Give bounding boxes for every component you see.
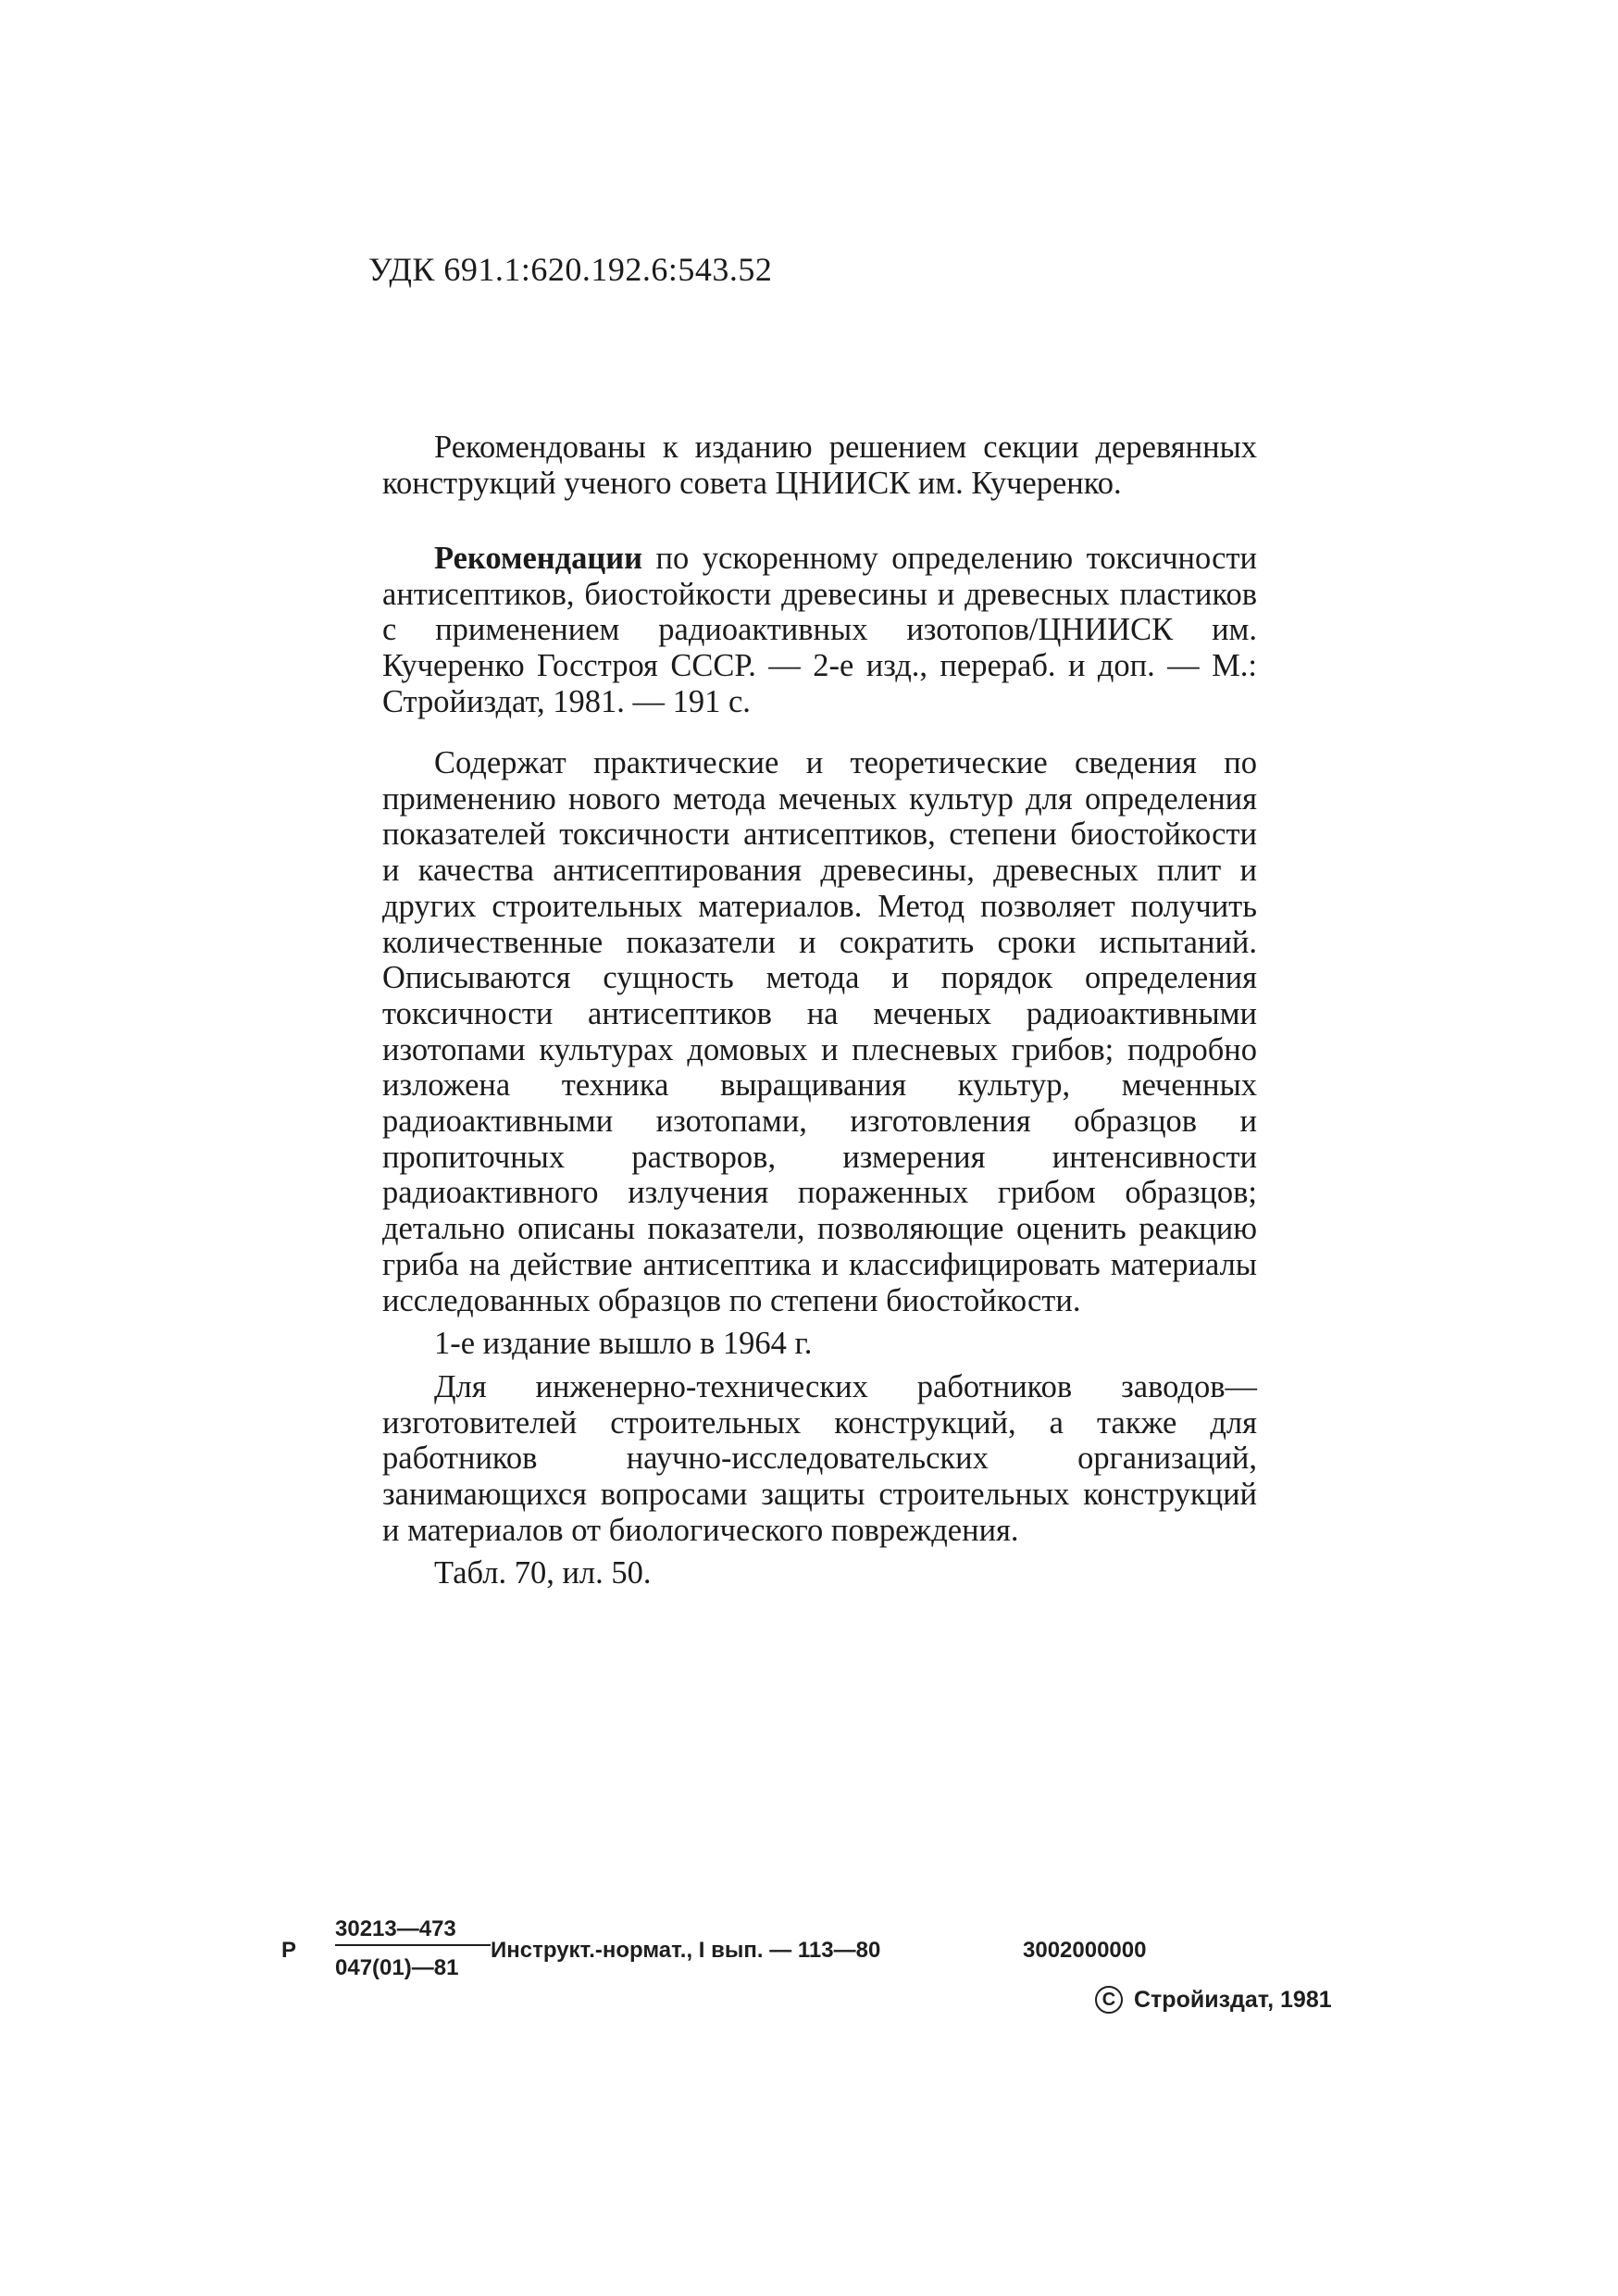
first-edition-note: 1-е издание вышло в 1964 г. (434, 1326, 813, 1362)
imprint-numerator: 30213—473 (335, 1916, 491, 1946)
audience-note: Для инженерно-технических работников заводов—изготовителей строительных конструкций, а также для работников научно-исследовательских организаций, занимающихся вопросами защиты строительных конструкций и материалов от биологического повреждения. (382, 1368, 1257, 1548)
imprint-instruction: Инструкт.-нормат., I вып. — 113—80 (491, 1938, 881, 1963)
bibliographic-citation (382, 541, 1257, 720)
copyright-line (1095, 1986, 1332, 2014)
citation-paragraph (382, 541, 1257, 720)
annotation-summary: Содержат практические и теоретические сведения по применению нового метода меченых культур для определения показателей токсичности антисептиков, степени биостойкости и качества антисептирования древесины, древесных плит и других строительных материалов. Метод позволяет получить количественные показатели и сократить сроки испытаний. Описываются сущность метода и порядок определения токсичности антисептиков на меченых радиоактивными изотопами культурах домовых и плесневых грибов; подробно изложена техника выращивания культур, меченных радиоактивными изотопами, изготовления образцов и пропиточных растворов, измерения интенсивности радиоактивного излучения пораженных грибом образцов; детально описаны показатели, позволяющие оценить реакцию гриба на действие антисептика и классифицировать материалы исследованных образцов по степени биостойкости. (382, 745, 1257, 1318)
approval-note (382, 430, 1257, 501)
citation-title: Рекомендации (434, 541, 642, 576)
imprint-denominator: 047(01)—81 (335, 1955, 459, 1980)
approval-text: Рекомендованы к изданию решением секции деревянных конструкций ученого совета ЦНИИСК им. Кучеренко. (382, 430, 1257, 501)
copyright-text: Стройиздат, 1981 (1134, 1986, 1332, 2013)
copyright-icon: С (1095, 1986, 1123, 2014)
imprint-letter: Р (281, 1938, 297, 1963)
citation-text: по ускоренному определению токсичности антисептиков, биостойкости древесины и древесных пластиков с применением радиоактивных изотопов/ЦНИИСК им. Кучеренко Госстроя СССР. — 2-е изд., перераб. и доп. — М.: Стройиздат, 1981. — 191 с. (382, 541, 1257, 719)
udk-code: УДК 691.1:620.192.6:543.52 (368, 251, 773, 288)
annotation (382, 745, 1257, 1591)
tables-note: Табл. 70, ил. 50. (434, 1555, 652, 1591)
imprint-code: 3002000000 (1023, 1938, 1147, 1963)
